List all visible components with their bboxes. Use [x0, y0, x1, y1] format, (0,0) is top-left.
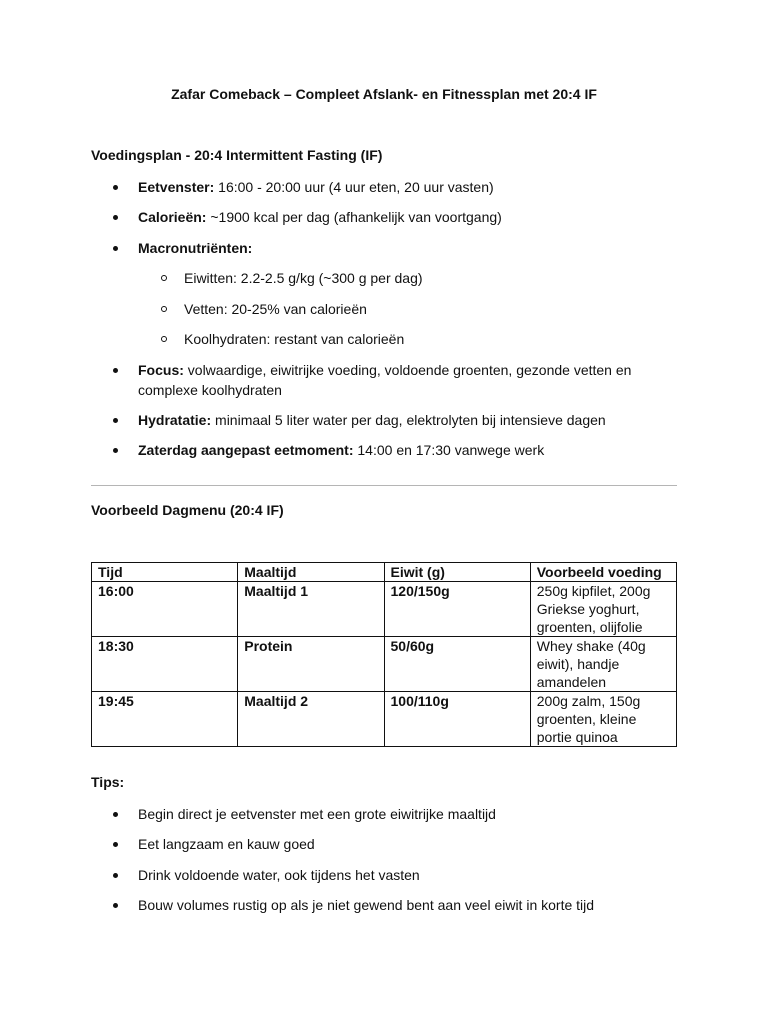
tips-heading: Tips:: [91, 774, 125, 790]
cell-protein: 120/150g: [384, 582, 530, 637]
list-item-macronutrienten: [138, 238, 678, 258]
tip-text: Bouw volumes rustig op als je niet gewend bent aan veel eiwit in korte tijd: [138, 897, 595, 913]
item-label: Calorieën:: [138, 209, 207, 225]
cell-food: 250g kipfilet, 200g Griekse yoghurt, groenten, olijfolie: [530, 582, 676, 637]
cell-meal: Maaltijd 1: [238, 582, 384, 637]
item-text: minimaal 5 liter water per dag, elektrolyten bij intensieve dagen: [211, 412, 606, 428]
item-label: Focus:: [138, 362, 184, 378]
bullet-icon: [113, 246, 118, 251]
menu-heading: Voorbeeld Dagmenu (20:4 IF): [91, 502, 284, 518]
list-item-zaterdag: [138, 440, 678, 460]
item-text: 16:00 - 20:00 uur (4 uur eten, 20 uur vasten): [214, 179, 494, 195]
cell-time: 18:30: [92, 637, 238, 692]
tip-text: Begin direct je eetvenster met een grote eiwitrijke maaltijd: [138, 806, 496, 822]
sub-item-vetten: [184, 299, 674, 319]
list-item-eetvenster: [138, 177, 678, 197]
column-header-eiwit: Eiwit (g): [384, 563, 530, 582]
bullet-icon: [113, 812, 118, 817]
table-row: [92, 637, 677, 692]
column-header-tijd: Tijd: [92, 563, 238, 582]
table-header-row: [92, 563, 677, 582]
tip-text: Drink voldoende water, ook tijdens het vasten: [138, 867, 420, 883]
sub-item-text: Eiwitten: 2.2-2.5 g/kg (~300 g per dag): [184, 270, 423, 286]
tip-item: [138, 895, 678, 915]
list-item-hydratatie: [138, 410, 678, 430]
circle-bullet-icon: [161, 306, 167, 312]
tip-item: [138, 834, 678, 854]
bullet-icon: [113, 903, 118, 908]
sub-item-text: Vetten: 20-25% van calorieën: [184, 301, 367, 317]
item-text: ~1900 kcal per dag (afhankelijk van voortgang): [206, 209, 502, 225]
item-label: Macronutriënten:: [138, 240, 253, 256]
sub-item-eiwitten: [184, 268, 674, 288]
column-header-maaltijd: Maaltijd: [238, 563, 384, 582]
cell-time: 19:45: [92, 692, 238, 747]
table-row: [92, 692, 677, 747]
item-label: Eetvenster:: [138, 179, 215, 195]
item-text: 14:00 en 17:30 vanwege werk: [353, 442, 545, 458]
cell-meal: Maaltijd 2: [238, 692, 384, 747]
bullet-icon: [113, 215, 118, 220]
item-label: Zaterdag aangepast eetmoment:: [138, 442, 354, 458]
circle-bullet-icon: [161, 275, 167, 281]
sub-item-koolhydraten: [184, 329, 674, 349]
cell-food: 200g zalm, 150g groenten, kleine portie quinoa: [530, 692, 676, 747]
item-text: volwaardige, eiwitrijke voeding, voldoende groenten, gezonde vetten en complexe koolhydraten: [138, 362, 632, 398]
list-item-focus: [138, 360, 678, 400]
cell-time: 16:00: [92, 582, 238, 637]
cell-food: Whey shake (40g eiwit), handje amandelen: [530, 637, 676, 692]
document-title: Zafar Comeback – Compleet Afslank- en Fitnessplan met 20:4 IF: [171, 86, 597, 102]
cell-protein: 100/110g: [384, 692, 530, 747]
circle-bullet-icon: [161, 336, 167, 342]
table-row: [92, 582, 677, 637]
bullet-icon: [113, 842, 118, 847]
bullet-icon: [113, 448, 118, 453]
column-header-voeding: Voorbeeld voeding: [530, 563, 676, 582]
section-divider: [91, 485, 677, 486]
cell-meal: Protein: [238, 637, 384, 692]
tip-item: [138, 804, 678, 824]
bullet-icon: [113, 185, 118, 190]
bullet-icon: [113, 368, 118, 373]
nutrition-heading: Voedingsplan - 20:4 Intermittent Fasting (IF): [91, 147, 383, 163]
tip-text: Eet langzaam en kauw goed: [138, 836, 315, 852]
cell-protein: 50/60g: [384, 637, 530, 692]
bullet-icon: [113, 873, 118, 878]
daily-menu-table: [91, 562, 677, 747]
bullet-icon: [113, 418, 118, 423]
item-label: Hydratatie:: [138, 412, 212, 428]
list-item-calorieen: [138, 207, 678, 227]
sub-item-text: Koolhydraten: restant van calorieën: [184, 331, 405, 347]
tip-item: [138, 865, 678, 885]
